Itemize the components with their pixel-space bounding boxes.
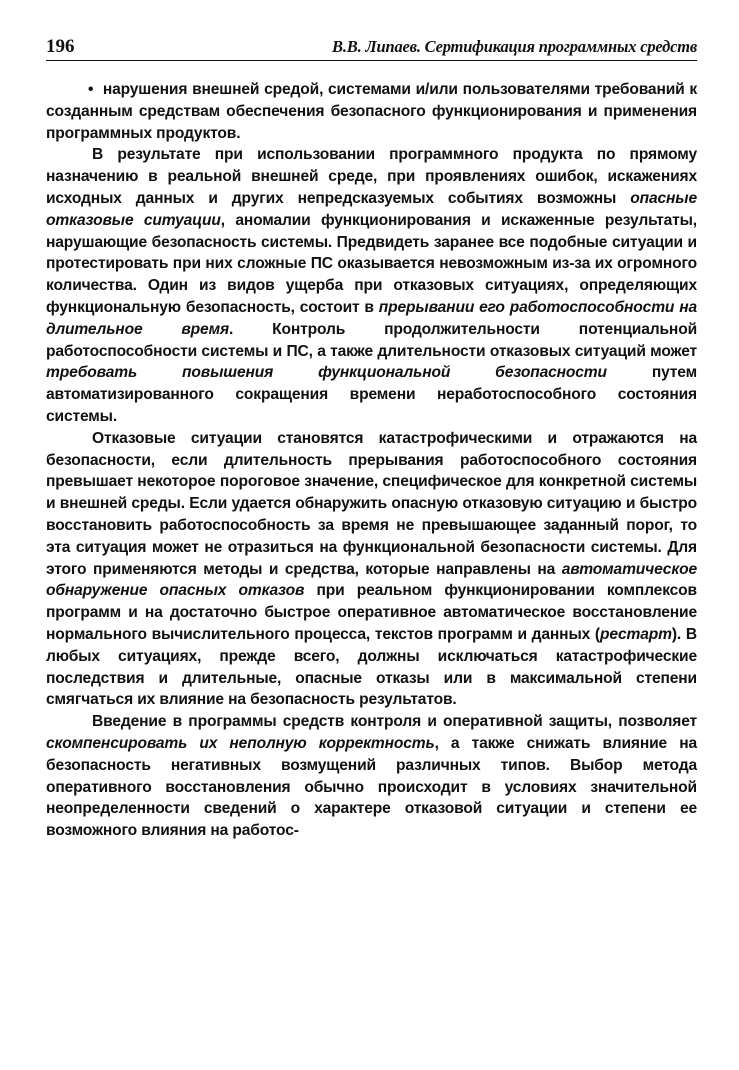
text-segment: Введение в программы средств контроля и оперативной защиты, позволяет — [92, 713, 697, 731]
text-segment: , а также снижать влияние на безопасность негативных возмущений различных типов. Выбор метода оперативного восстановления обычно происходит в условиях значительной неопределенности сведений о характере отказовой ситуации и степени ее возможного влияния на работос- — [46, 734, 697, 840]
bullet-marker: • — [88, 81, 94, 98]
text-segment: , аномалии функционирования и искаженные результаты, нарушающие безопасность системы. Предвидеть заранее все подобные ситуации и протестировать при них сложные ПС оказывается невозможным из-за их огромного количества. Один из видов ущерба при отказовых ситуациях, определяющих функциональную безопасность, состоит в — [46, 211, 697, 316]
text-segment: ). В любых ситуациях, прежде всего, должны исключаться катастрофические последствия и длительные, опасные отказы или в максимальной степени смягчаться их влияние на безопасность результатов. — [46, 625, 697, 709]
paragraph — [46, 144, 697, 427]
text-segment: нарушения внешней средой, системами и/или пользователями требований к созданным средствам обеспечения безопасного функционирования и применения программных продуктов. — [46, 81, 697, 142]
emphasized-term: прерывании его работоспособности на длительное время — [46, 298, 698, 338]
text-segment: В результате при использовании программного продукта по прямому назначению в реальной внешней среде, при проявлениях ошибок, искажениях исходных данных и других непредсказуемых событиях возможны — [46, 146, 697, 207]
emphasized-term: скомпенсировать их неполную корректность — [46, 734, 435, 752]
running-title: В.В. Липаев. Сертификация программных средств — [332, 37, 697, 56]
text-segment: при реальном функционировании комплексов программ и на достаточно быстрое оперативное автоматическое восстановление нормального вычислительного процесса, текстов программ и данных ( — [46, 582, 697, 643]
page-number: 196 — [46, 36, 75, 57]
paragraph-bullet — [46, 79, 697, 144]
body-text — [46, 79, 697, 842]
emphasized-term: опасные отказовые ситуации — [46, 189, 697, 229]
paragraph — [46, 428, 697, 711]
text-segment: . Контроль продолжительности потенциальной работоспособности системы и ПС, а также длительности отказовых ситуаций может — [46, 320, 698, 360]
emphasized-term: требовать повышения функциональной безопасности — [46, 364, 607, 382]
paragraph — [46, 711, 697, 842]
text-segment: путем автоматизированного сокращения времени неработоспособного состояния системы. — [46, 364, 697, 425]
emphasized-term: рестарт — [599, 625, 672, 643]
text-segment: Отказовые ситуации становятся катастрофическими и отражаются на безопасности, если длительность прерывания работоспособного состояния превышает некоторое пороговое значение, специфическое для конкретной системы и внешней среды. Если удается обнаружить опасную отказовую ситуацию и быстро восстановить работоспособность за время не превышающее заданный порог, то эта ситуация может не отразиться на функциональной безопасности системы. Для этого применяются методы и средства, которые направлены на — [46, 429, 697, 578]
page-header — [46, 36, 697, 61]
emphasized-term: автоматическое обнаружение опасных отказов — [46, 560, 697, 600]
